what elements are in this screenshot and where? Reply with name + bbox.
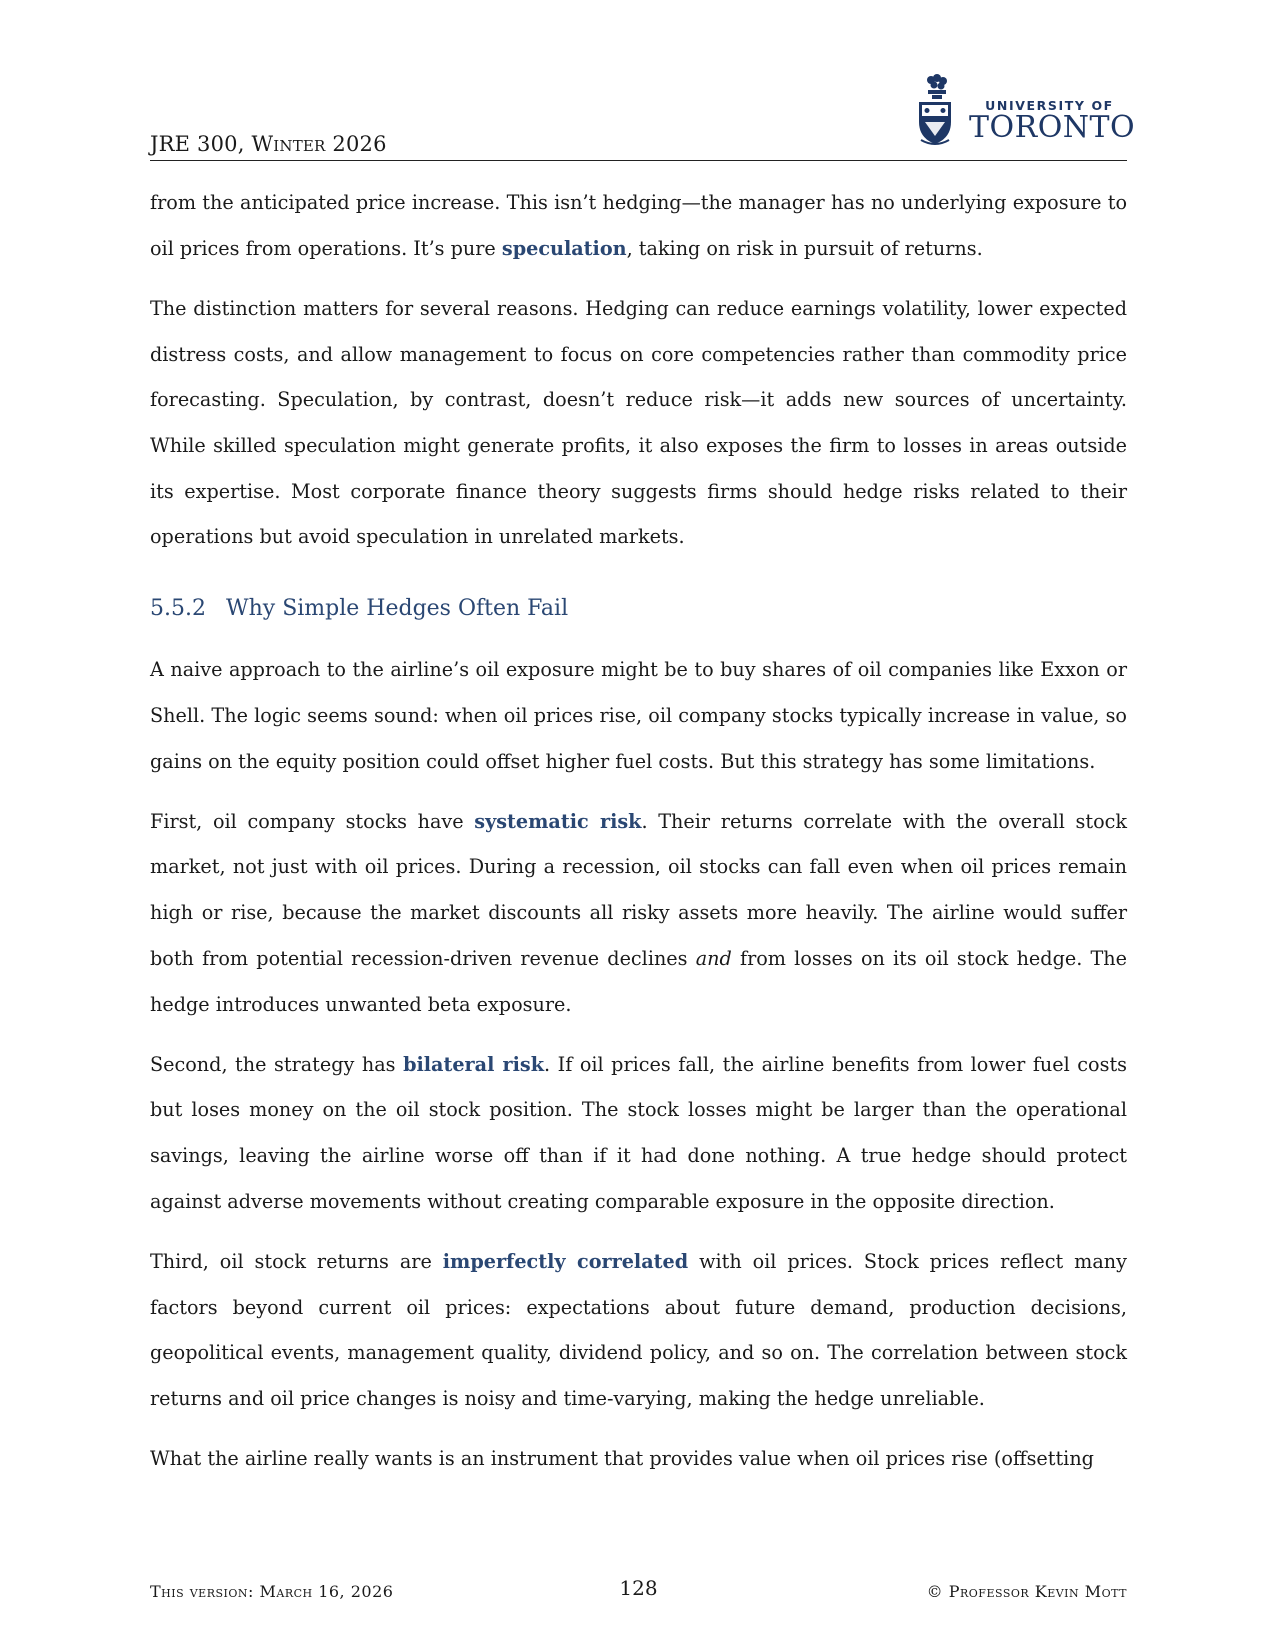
text: . Their returns correlate with the overall stock market, not just with oil prices. During a recession, oil stocks can fall even when oil prices remain high or rise, because the market discounts all risky assets more heavily. The airline would suffer both from potential recession-driven revenue declines [150,809,1127,970]
paragraph [150,799,1127,1028]
key-term-imperfectly-correlated: imperfectly correlated [442,1250,689,1274]
version-date: This version: March 16, 2026 [150,1582,394,1601]
text: Third, oil stock returns are [150,1250,443,1274]
paragraph [150,180,1127,271]
key-term-speculation: speculation [501,236,627,260]
key-term-systematic-risk: systematic risk [474,809,642,833]
text: from losses on its oil stock hedge. The hedge introduces unwanted beta exposure. [150,946,1127,1016]
key-term-bilateral-risk: bilateral risk [403,1052,544,1076]
text: from the anticipated price increase. This isn’t hedging—the manager has no underlying exposure to oil prices from operations. It’s pure [150,191,1127,260]
text: , taking on risk in pursuit of returns. [626,236,983,260]
logo-university-of: UNIVERSITY OF [985,98,1114,113]
section-number: 5.5.2 [150,596,206,622]
page-header [150,70,1136,161]
text: with oil prices. Stock prices reflect many factors beyond current oil prices: expectations about future demand, production decisions, geopolitical events, management quality, dividend policy, and so on. The correlation between stock returns and oil price changes is noisy and time-varying, making the hedge unreliable. [150,1250,1128,1411]
section-title: Why Simple Hedges Often Fail [225,596,569,622]
page-number: 128 [619,1576,658,1600]
paragraph [150,1042,1127,1225]
page-content [150,180,1127,1497]
course-title: JRE 300, Winter 2026 [150,132,387,156]
page-footer [150,1576,1127,1606]
logo-toronto: TORONTO [969,110,1136,145]
copyright: © Professor Kevin Mott [926,1582,1127,1601]
university-logo [913,72,1136,152]
paragraph: What the airline really wants is an instrument that provides value when oil prices rise (offsetting [150,1447,1094,1471]
emphasis: and [695,946,732,970]
paragraph: The distinction matters for several reasons. Hedging can reduce earnings volatility, lower expected distress costs, and allow management to focus on core competencies rather than commodity price forecasting. Speculation, by contrast, doesn’t reduce risk—it adds new sources of uncertainty. While skilled speculation might generate profits, it also exposes the firm to losses in areas outside its expertise. Most corporate finance theory suggests firms should hedge risks related to their operations but avoid speculation in unrelated markets. [150,296,1127,549]
paragraph: A naive approach to the airline’s oil exposure might be to buy shares of oil companies like Exxon or Shell. The logic seems sound: when oil prices rise, oil company stocks typically increase in value, so gains on the equity position could offset higher fuel costs. But this strategy has some limitations. [150,658,1127,773]
crest-icon [913,72,957,148]
section-heading [150,589,1127,629]
text: . If oil prices fall, the airline benefits from lower fuel costs but loses money on the oil stock position. The stock losses might be larger than the operational savings, leaving the airline worse off than if it had done nothing. A true hedge should protect against adverse movements without creating comparable exposure in the opposite direction. [150,1052,1127,1213]
text: Second, the strategy has [150,1052,404,1076]
text: First, oil company stocks have [150,809,475,833]
paragraph [150,1239,1127,1422]
